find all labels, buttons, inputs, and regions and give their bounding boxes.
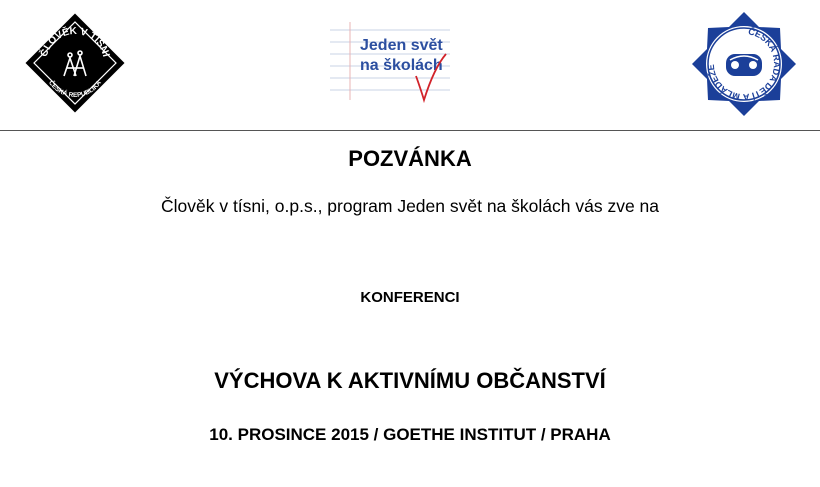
conference-label: KONFERENCI [360,289,460,306]
logo-center-line2: na školách [360,57,443,74]
logo-left-bottom-text: ČESKÁ REPUBLIKA [47,79,103,100]
ceska-rada-deti-a-mladeze-logo [690,10,798,118]
logo-center-line1: Jeden svět [360,37,443,54]
hands-emblem-icon [726,54,762,76]
logo-left-top-text: ČLOVĚK V TÍSNI [38,25,112,59]
jeden-svet-na-skolach-logo [320,18,470,104]
event-details: 10. PROSINCE 2015 / GOETHE INSTITUT / PRAHA [209,425,611,444]
invitation-subtitle: Člověk v tísni, o.p.s., program Jeden svět na školách vás zve na [160,196,659,216]
event-name: VÝCHOVA K AKTIVNÍMU OBČANSTVÍ [214,368,606,393]
header-divider [0,130,820,131]
invitation-title: POZVÁNKA [348,146,472,171]
clovek-v-tisni-logo [20,8,130,118]
logo-right-ring-text: ČESKÁ RADA DĚTÍ A MLÁDEŽE [705,26,783,103]
